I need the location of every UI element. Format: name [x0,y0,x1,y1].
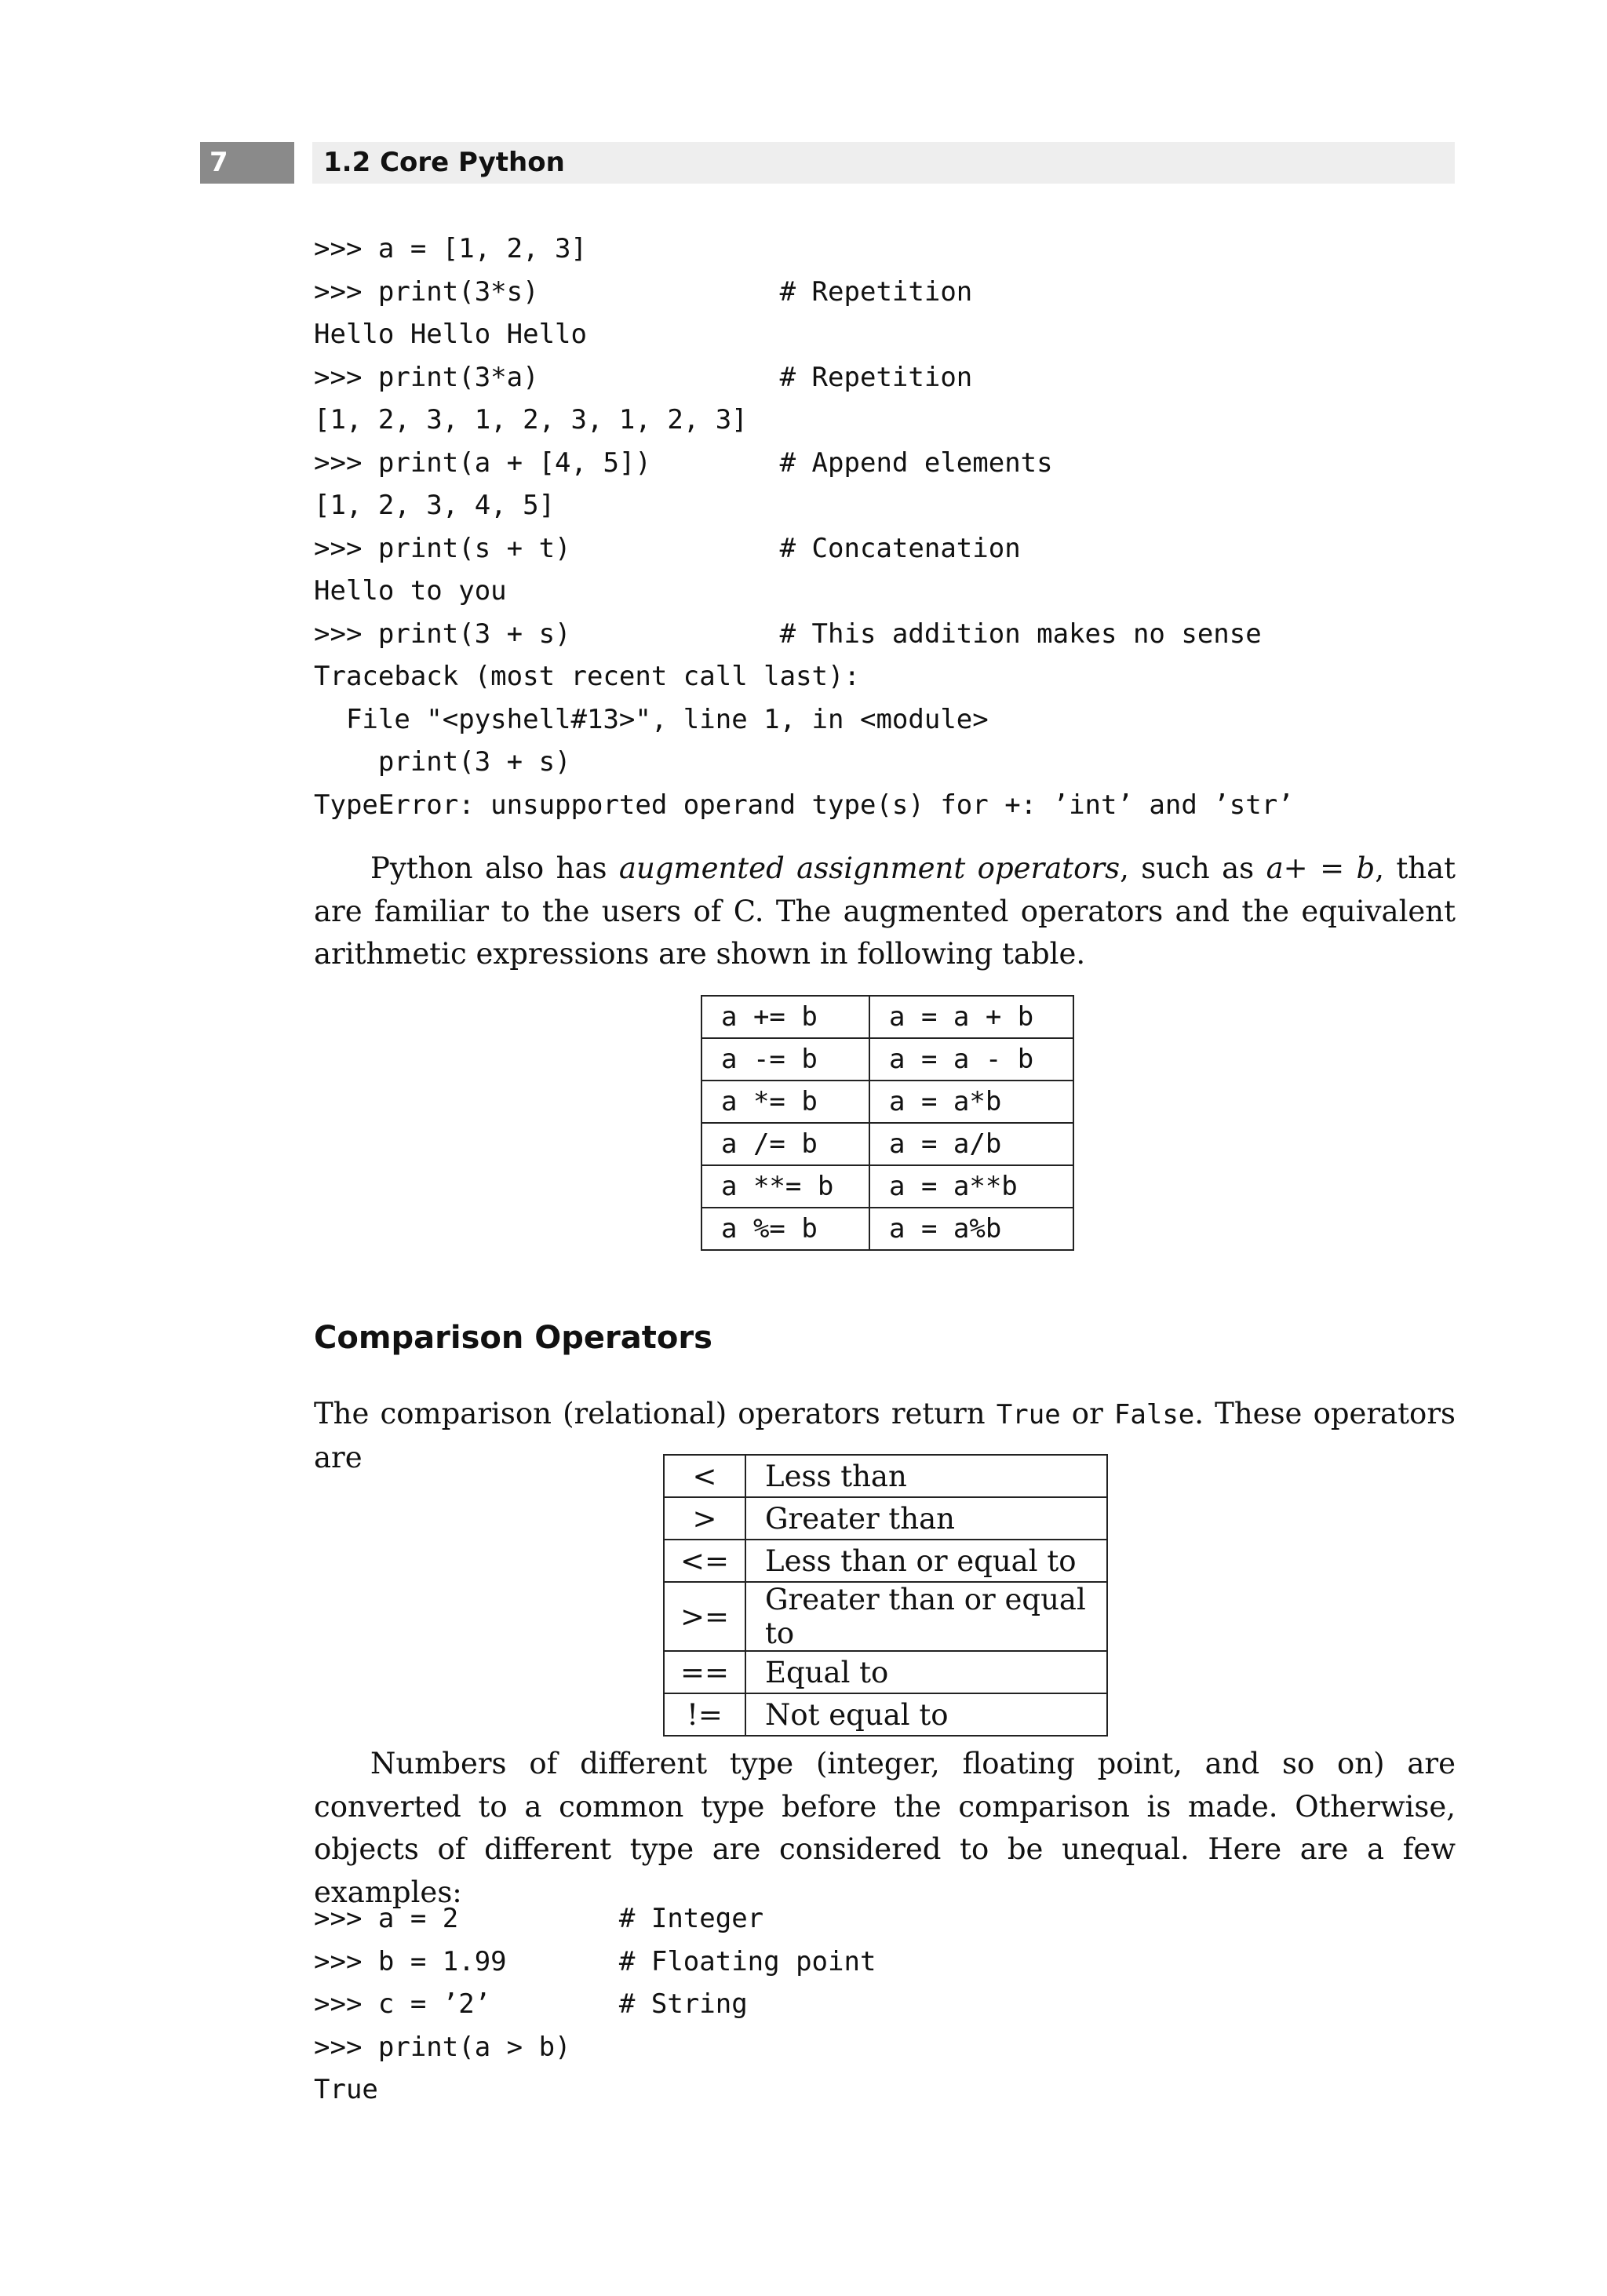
para1-italic-term: augmented assignment operators [618,851,1121,885]
running-header: 1.2 Core Python [312,142,1455,184]
code1-line: print(3 + s) [314,746,571,778]
comparison-operator-cell: == [664,1651,745,1693]
augmented-operator-cell: a += b [701,996,869,1038]
comparison-meaning-cell: Less than or equal to [745,1540,1107,1582]
section-title: Comparison Operators [314,1320,712,1356]
augmented-meaning-cell: a = a%b [869,1208,1073,1250]
augmented-row [701,1208,1073,1250]
para2-text-a: The comparison (relational) operators return [314,1397,997,1430]
comparison-row [664,1540,1107,1582]
augmented-meaning-cell: a = a*b [869,1081,1073,1123]
para1-text-c: , that are familiar to the users of C. The augmented operators and the equivalent arithmetic expressions are shown in following table. [314,851,1456,971]
comparison-meaning-cell: Less than [745,1455,1107,1497]
code2-line: >>> print(a > b) [314,2031,571,2063]
code1-line: TypeError: unsupported operand type(s) for +: ’int’ and ’str’ [314,789,1294,821]
code2-line: >>> c = ’2’ # String [314,1988,748,2020]
code2-line: >>> a = 2 # Integer [314,1903,764,1934]
para1-text-a: Python also has [370,851,619,885]
augmented-operator-cell: a %= b [701,1208,869,1250]
paragraph-augmented-operators [314,847,1456,976]
code1-line: Hello to you [314,575,507,607]
comparison-operator-cell: <= [664,1540,745,1582]
page-number: 7 [200,142,294,184]
code-block-comparison-examples [314,1897,876,2112]
augmented-row [701,1038,1073,1081]
code-block-repetition [314,228,1294,826]
para2-code-false: False [1113,1399,1195,1430]
augmented-operators-table [701,995,1074,1251]
augmented-operator-cell: a **= b [701,1165,869,1208]
para1-text-b: , such as [1120,851,1266,885]
augmented-row [701,996,1073,1038]
code1-line: >>> print(3*a) # Repetition [314,361,973,393]
comparison-row [664,1582,1107,1651]
comparison-row [664,1651,1107,1693]
code1-line: >>> print(a + [4, 5]) # Append elements [314,446,1053,479]
comparison-meaning-cell: Equal to [745,1651,1107,1693]
code1-line: >>> print(3*s) # Repetition [314,275,973,308]
augmented-operator-cell: a /= b [701,1123,869,1165]
paragraph-type-conversion: Numbers of different type (integer, floating point, and so on) are converted to a common type before the comparison is made. Otherwise, objects of different type are considered to be unequal. Here are a few examples: [314,1747,1456,1909]
code1-line: [1, 2, 3, 4, 5] [314,490,556,521]
augmented-row [701,1165,1073,1208]
comparison-row [664,1693,1107,1736]
augmented-meaning-cell: a = a/b [869,1123,1073,1165]
para2-text-c: . These operators are [314,1397,1456,1474]
code1-line: Hello Hello Hello [314,319,587,350]
augmented-meaning-cell: a = a**b [869,1165,1073,1208]
comparison-meaning-cell: Greater than [745,1497,1107,1540]
para2-text-b: or [1060,1397,1114,1430]
code2-line: >>> b = 1.99 # Floating point [314,1945,876,1977]
comparison-operator-cell: < [664,1455,745,1497]
code2-line: True [314,2074,378,2105]
comparison-operators-table [663,1454,1108,1737]
comparison-row [664,1455,1107,1497]
augmented-meaning-cell: a = a + b [869,996,1073,1038]
augmented-row [701,1123,1073,1165]
code1-line: Traceback (most recent call last): [314,661,860,692]
augmented-operator-cell: a *= b [701,1081,869,1123]
comparison-operator-cell: >= [664,1582,745,1651]
comparison-meaning-cell: Greater than or equal to [745,1582,1107,1651]
comparison-operator-cell: != [664,1693,745,1736]
augmented-operator-cell: a -= b [701,1038,869,1081]
code1-line: >>> print(3 + s) # This addition makes no sense [314,618,1262,650]
para2-code-true: True [996,1399,1061,1430]
comparison-meaning-cell: Not equal to [745,1693,1107,1736]
comparison-row [664,1497,1107,1540]
augmented-meaning-cell: a = a - b [869,1038,1073,1081]
code1-line: >>> print(s + t) # Concatenation [314,532,1021,564]
para1-math: a+ = b [1266,851,1376,885]
comparison-operator-cell: > [664,1497,745,1540]
augmented-row [701,1081,1073,1123]
code1-line: [1, 2, 3, 1, 2, 3, 1, 2, 3] [314,404,748,436]
code1-line: >>> a = [1, 2, 3] [314,233,587,264]
code1-line: File "<pyshell#13>", line 1, in <module> [314,703,989,735]
